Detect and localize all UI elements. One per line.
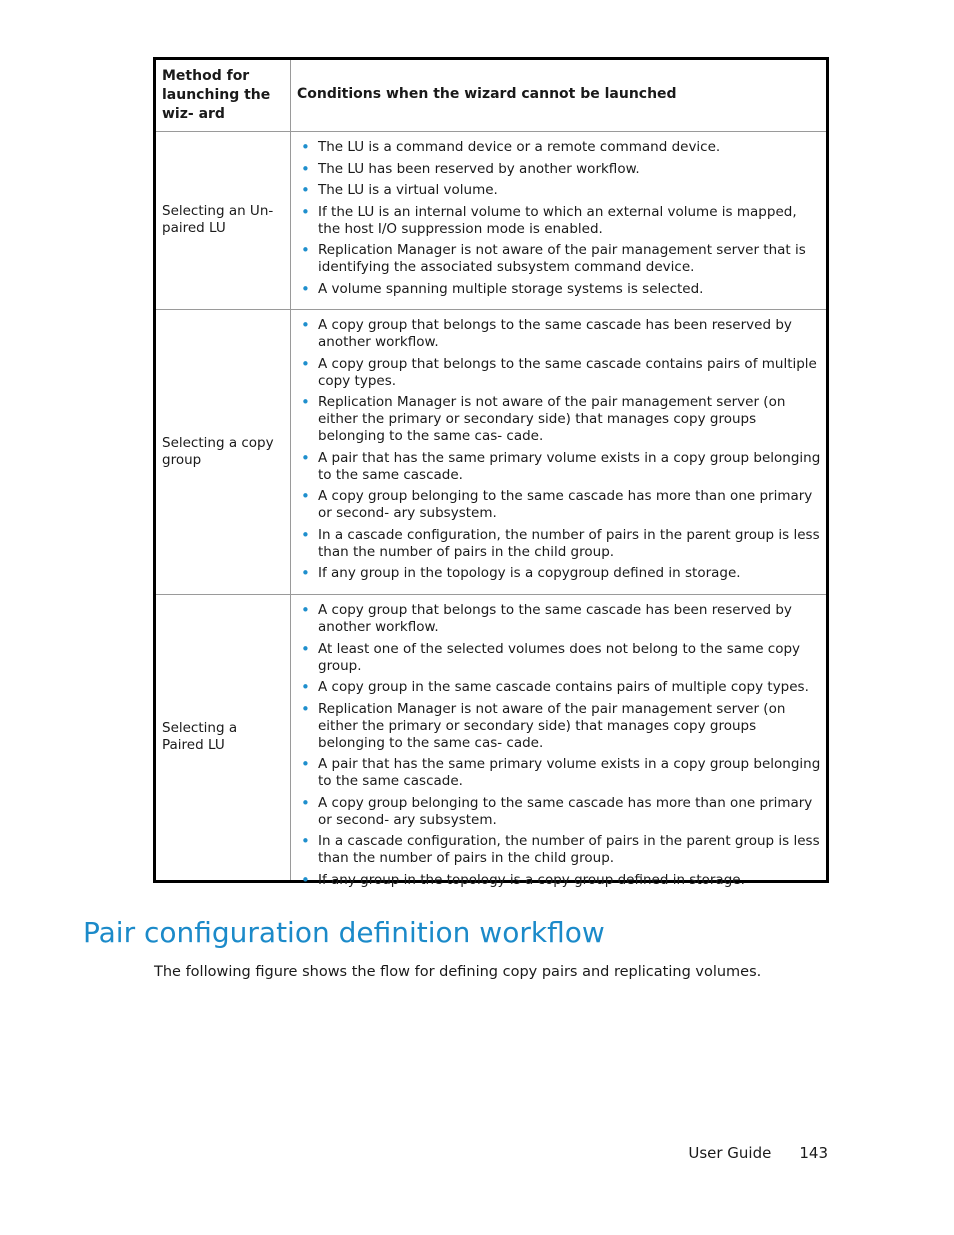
- page-footer: [600, 1143, 828, 1163]
- condition-text: A copy group in the same cascade contains pairs of multiple copy types.: [318, 679, 809, 695]
- bullet-icon: •: [301, 755, 310, 773]
- bullet-icon: •: [301, 832, 310, 850]
- column-divider: [290, 60, 291, 880]
- row-divider: [156, 309, 826, 310]
- condition-text: In a cascade configuration, the number of pairs in the parent group is less than the number of pairs in the child group.: [318, 833, 820, 866]
- row-divider: [156, 594, 826, 595]
- row-divider: [156, 131, 826, 132]
- condition-text: If any group in the topology is a copy group defined in storage.: [318, 871, 745, 888]
- condition-item: [297, 833, 823, 867]
- condition-item: [297, 679, 823, 696]
- condition-text: A volume spanning multiple storage systems is selected.: [318, 280, 704, 297]
- bullet-icon: •: [301, 678, 310, 696]
- condition-text: Replication Manager is not aware of the pair management server (on either the primary or secondary side) that manages copy groups belonging to the same cas- cade.: [318, 394, 786, 444]
- row-conditions-list: [297, 602, 823, 893]
- condition-text: A pair that has the same primary volume exists in a copy group belonging to the same cascade.: [318, 449, 821, 483]
- bullet-icon: •: [301, 316, 310, 334]
- condition-item: [297, 139, 823, 156]
- condition-item: [297, 356, 823, 390]
- condition-item: [297, 450, 823, 484]
- bullet-icon: •: [301, 699, 310, 718]
- bullet-icon: •: [301, 793, 310, 812]
- condition-item: [297, 488, 823, 522]
- condition-item: [297, 161, 823, 178]
- row-conditions-list: [297, 139, 823, 302]
- condition-item: [297, 242, 823, 276]
- wizard-conditions-table: [153, 57, 829, 889]
- bullet-icon: •: [301, 639, 310, 658]
- condition-item: [297, 182, 823, 199]
- header-method: Method for launching the wiz- ard: [162, 68, 271, 122]
- condition-item: [297, 204, 823, 238]
- condition-text: The LU is a command device or a remote command device.: [318, 139, 721, 155]
- bullet-icon: •: [301, 159, 310, 178]
- bullet-icon: •: [301, 448, 310, 467]
- condition-item: [297, 795, 823, 829]
- header-conditions: Conditions when the wizard cannot be launched: [297, 86, 677, 102]
- bullet-icon: •: [301, 279, 310, 298]
- condition-text: A copy group that belongs to the same cascade has been reserved by another workflow.: [318, 317, 792, 350]
- condition-text: If the LU is an internal volume to which an external volume is mapped, the host I/O suppression mode is enabled.: [318, 203, 797, 237]
- row-conditions-list: [297, 317, 823, 587]
- condition-item: [297, 872, 823, 889]
- condition-text: The LU has been reserved by another workflow.: [318, 160, 640, 177]
- bullet-icon: •: [301, 181, 310, 199]
- condition-text: A copy group belonging to the same cascade has more than one primary or second- ary subsystem.: [318, 794, 813, 828]
- row-method: Selecting a copy group: [162, 435, 274, 468]
- footer-guide-label: User Guide: [688, 1144, 772, 1162]
- condition-text: The LU is a virtual volume.: [318, 182, 498, 198]
- condition-item: [297, 602, 823, 636]
- section-title: Pair configuration definition workflow: [83, 916, 605, 949]
- condition-item: [297, 527, 823, 561]
- bullet-icon: •: [301, 241, 310, 259]
- condition-item: [297, 701, 823, 752]
- condition-text: A pair that has the same primary volume exists in a copy group belonging to the same cascade.: [318, 756, 821, 789]
- condition-item: [297, 756, 823, 790]
- page-number: 143: [799, 1144, 828, 1162]
- bullet-icon: •: [301, 564, 310, 582]
- bullet-icon: •: [301, 138, 310, 156]
- bullet-icon: •: [301, 202, 310, 221]
- row-method: Selecting an Un- paired LU: [162, 203, 274, 236]
- condition-text: Replication Manager is not aware of the pair management server (on either the primary or secondary side) that manages copy groups belonging to the same cas- cade.: [318, 700, 786, 751]
- condition-text: If any group in the topology is a copygroup defined in storage.: [318, 565, 741, 581]
- bullet-icon: •: [301, 487, 310, 505]
- bullet-icon: •: [301, 601, 310, 619]
- row-method: Selecting a Paired LU: [162, 720, 238, 753]
- condition-text: A copy group belonging to the same cascade has more than one primary or second- ary subsystem.: [318, 488, 813, 521]
- condition-item: [297, 317, 823, 351]
- condition-item: [297, 641, 823, 675]
- condition-item: [297, 394, 823, 445]
- bullet-icon: •: [301, 525, 310, 544]
- condition-item: [297, 281, 823, 298]
- bullet-icon: •: [301, 393, 310, 411]
- bullet-icon: •: [301, 354, 310, 373]
- bullet-icon: •: [301, 870, 310, 889]
- condition-text: A copy group that belongs to the same cascade contains pairs of multiple copy types.: [318, 355, 817, 389]
- condition-text: At least one of the selected volumes does not belong to the same copy group.: [318, 640, 801, 674]
- section-intro: The following figure shows the flow for defining copy pairs and replicating volumes.: [154, 964, 762, 980]
- condition-text: A copy group that belongs to the same cascade has been reserved by another workflow.: [318, 602, 792, 635]
- condition-item: [297, 565, 823, 582]
- condition-text: In a cascade configuration, the number of pairs in the parent group is less than the number of pairs in the child group.: [318, 526, 820, 560]
- condition-text: Replication Manager is not aware of the pair management server that is identifying the associated subsystem command device.: [318, 242, 806, 275]
